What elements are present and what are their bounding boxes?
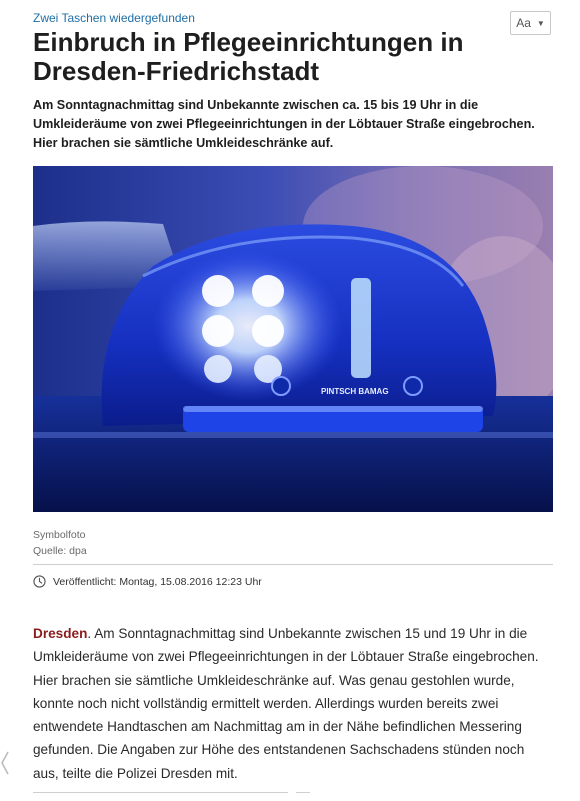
published-info (33, 575, 262, 588)
caption-source: Quelle: dpa (33, 545, 87, 557)
divider (33, 564, 553, 565)
font-size-toggle[interactable] (510, 11, 551, 35)
article-headline: Einbruch in Pflegeeinrichtungen in Dresden-Friedrichstadt (33, 27, 464, 86)
font-size-label: Aa (516, 16, 531, 30)
published-date: Veröffentlicht: Montag, 15.08.2016 12:23 Uhr (53, 575, 262, 588)
body-text: . Am Sonntagnachmittag sind Unbekannte zwischen 15 und 19 Uhr in die Umkleideräume von zwei Pflegeeinrichtungen in der Löbtauer Straße eingebrochen. Hier brachen sie sämtliche Umkleideschränke auf. Was genau gestohlen wurde, konnte noch nicht vollständig ermittelt werden. Allerdings wurden bereits zwei entwendete Handtaschen am Nachmittag am in der Nähe befindlichen Messering gefunden. Die Angaben zur Höhe des entstandenen Sachschadens stünden noch aus, teilte die Polizei Dresden mit. (33, 626, 539, 781)
beacon-brand-text: PINTSCH BAMAG (321, 387, 389, 396)
article-kicker[interactable]: Zwei Taschen wiedergefunden (33, 11, 195, 25)
chevron-down-icon: ▼ (536, 18, 545, 28)
caption-label: Symbolfoto (33, 529, 86, 541)
article-body (33, 622, 553, 785)
chevron-left-icon[interactable] (0, 750, 9, 776)
body-place: Dresden (33, 626, 88, 641)
image-caption (33, 527, 87, 559)
police-beacon-photo (33, 166, 553, 512)
article-lead: Am Sonntagnachmittag sind Unbekannte zwischen ca. 15 bis 19 Uhr in die Umkleideräume von zwei Pflegeeinrichtungen in der Löbtauer Straße eingebrochen. Hier brachen sie sämtliche Umkleideschränke auf. (33, 98, 535, 150)
article-image[interactable] (33, 166, 553, 512)
clock-icon (33, 575, 46, 588)
